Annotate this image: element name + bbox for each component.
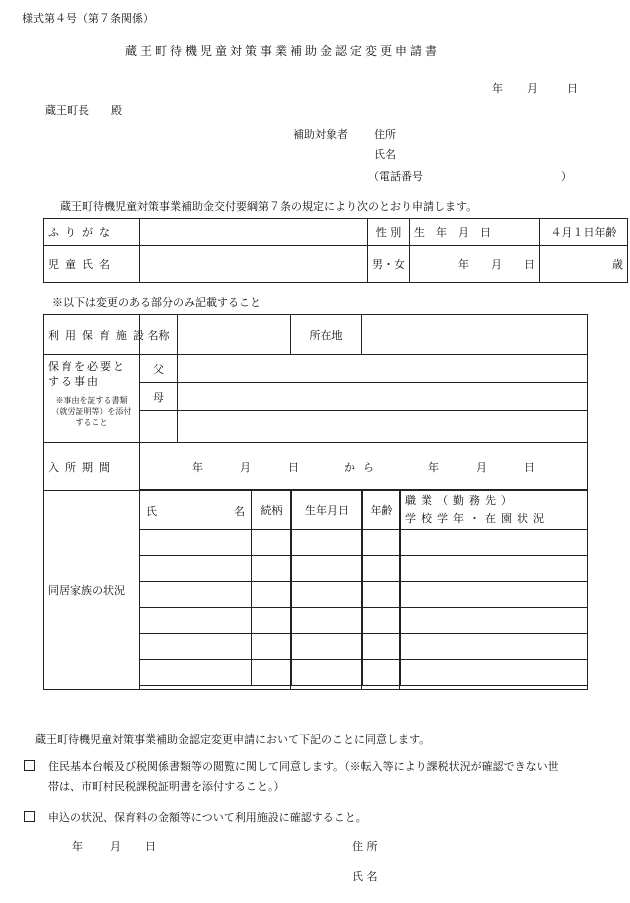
- page-title: 蔵王町待機児童対策事業補助金認定変更申請書: [125, 44, 441, 58]
- household-cell[interactable]: [140, 556, 252, 582]
- form-number: 様式第４号（第７条関係）: [22, 12, 154, 25]
- age-field[interactable]: 歳: [540, 246, 628, 283]
- household-cell[interactable]: [363, 530, 401, 556]
- consent-item2: 申込の状況、保育料の金額等について利用施設に確認すること。: [48, 811, 367, 824]
- household-cell[interactable]: [401, 582, 588, 608]
- household-cell[interactable]: [401, 634, 588, 660]
- household-cell[interactable]: [363, 660, 401, 686]
- household-job-header: 職業（勤務先） 学校学年・在園状況: [401, 490, 588, 530]
- household-cell[interactable]: [140, 660, 252, 686]
- household-cell[interactable]: [292, 582, 363, 608]
- household-cell[interactable]: [363, 634, 401, 660]
- child-name-label: 児童氏名: [44, 246, 140, 283]
- date-day: 日: [567, 82, 578, 95]
- household-cell[interactable]: [292, 608, 363, 634]
- furigana-field[interactable]: [140, 219, 368, 246]
- household-cell[interactable]: [140, 582, 252, 608]
- footer-month: 月: [110, 840, 121, 853]
- period-field[interactable]: 年 月 日 から 年 月 日: [140, 443, 588, 491]
- household-cell[interactable]: [252, 660, 292, 686]
- child-name-field[interactable]: [140, 246, 368, 283]
- household-name-header: 氏 名: [140, 490, 252, 530]
- reason-note: ※事由を証する書類（就労証明等）を添付すること: [51, 396, 132, 427]
- mother-reason-field[interactable]: [178, 383, 588, 411]
- change-note: ※以下は変更のある部分のみ記載すること: [52, 296, 261, 309]
- phone-label: （電話番号: [368, 170, 423, 183]
- child-table: [43, 218, 628, 283]
- household-cell[interactable]: [140, 530, 252, 556]
- household-cell[interactable]: [292, 530, 363, 556]
- facility-location-label: 所在地: [291, 315, 362, 355]
- reason-label: 保育を必要とする事由: [48, 360, 126, 388]
- household-cell[interactable]: [252, 608, 292, 634]
- father-label: 父: [140, 355, 178, 383]
- footer-day: 日: [145, 840, 156, 853]
- intro-text: 蔵王町待機児童対策事業補助金交付要綱第７条の規定により次のとおり申請します。: [60, 200, 478, 213]
- consent-item1-line2: 帯は、市町村民税課税証明書を添付すること。）: [48, 780, 285, 793]
- household-cell[interactable]: [140, 634, 252, 660]
- date-month: 月: [527, 82, 538, 95]
- period-from: から: [344, 461, 382, 474]
- household-cell[interactable]: [363, 608, 401, 634]
- gender-options[interactable]: 男・女: [368, 246, 410, 283]
- household-age-header: 年齢: [363, 490, 401, 530]
- household-cell[interactable]: [292, 556, 363, 582]
- age-header: ４月１日年齢: [540, 219, 628, 246]
- footer-name-label: 氏 名: [352, 870, 378, 883]
- facility-name-label: 名称: [140, 315, 178, 355]
- household-label: 同居家族の状況: [44, 491, 140, 690]
- gender-label: 性 別: [368, 219, 410, 246]
- mother-label: 母: [140, 383, 178, 411]
- household-cell[interactable]: [401, 530, 588, 556]
- footer-year: 年: [72, 840, 83, 853]
- applicant-name-label: 氏名: [374, 148, 396, 161]
- applicant-label: 補助対象者: [293, 128, 348, 141]
- consent-checkbox-2[interactable]: [24, 811, 35, 822]
- phone-close: ）: [561, 170, 572, 183]
- other-reason-label: [140, 411, 178, 443]
- addressee: 蔵王町長 殿: [45, 104, 122, 117]
- household-cell[interactable]: [363, 582, 401, 608]
- period-label: 入所期間: [44, 443, 140, 491]
- father-reason-field[interactable]: [178, 355, 588, 383]
- household-cell[interactable]: [252, 556, 292, 582]
- household-birth-header: 生年月日: [292, 490, 363, 530]
- household-table: [139, 489, 588, 686]
- household-cell[interactable]: [252, 582, 292, 608]
- household-relation-header: 続柄: [252, 490, 292, 530]
- household-cell[interactable]: [401, 660, 588, 686]
- household-cell[interactable]: [252, 634, 292, 660]
- facility-label: 利用保育施設: [44, 315, 140, 355]
- consent-item1-line1: 住民基本台帳及び税関係書類等の閲覧に関して同意します。（※転入等により課税状況が確認できない世: [48, 760, 559, 773]
- household-cell[interactable]: [252, 530, 292, 556]
- facility-name-field[interactable]: [178, 315, 291, 355]
- household-cell[interactable]: [363, 556, 401, 582]
- household-cell[interactable]: [292, 634, 363, 660]
- applicant-address-label: 住所: [374, 128, 396, 141]
- facility-location-field[interactable]: [362, 315, 588, 355]
- other-reason-field[interactable]: [178, 411, 588, 443]
- household-cell[interactable]: [401, 556, 588, 582]
- consent-intro: 蔵王町待機児童対策事業補助金認定変更申請において下記のことに同意します。: [35, 733, 431, 746]
- consent-checkbox-1[interactable]: [24, 760, 35, 771]
- birth-label: 生 年 月 日: [410, 219, 540, 246]
- birth-field[interactable]: 年 月 日: [410, 246, 540, 283]
- household-cell[interactable]: [401, 608, 588, 634]
- date-year: 年: [492, 82, 503, 95]
- household-cell[interactable]: [292, 660, 363, 686]
- footer-address-label: 住 所: [352, 840, 378, 853]
- furigana-label: ふりがな: [44, 219, 140, 246]
- household-cell[interactable]: [140, 608, 252, 634]
